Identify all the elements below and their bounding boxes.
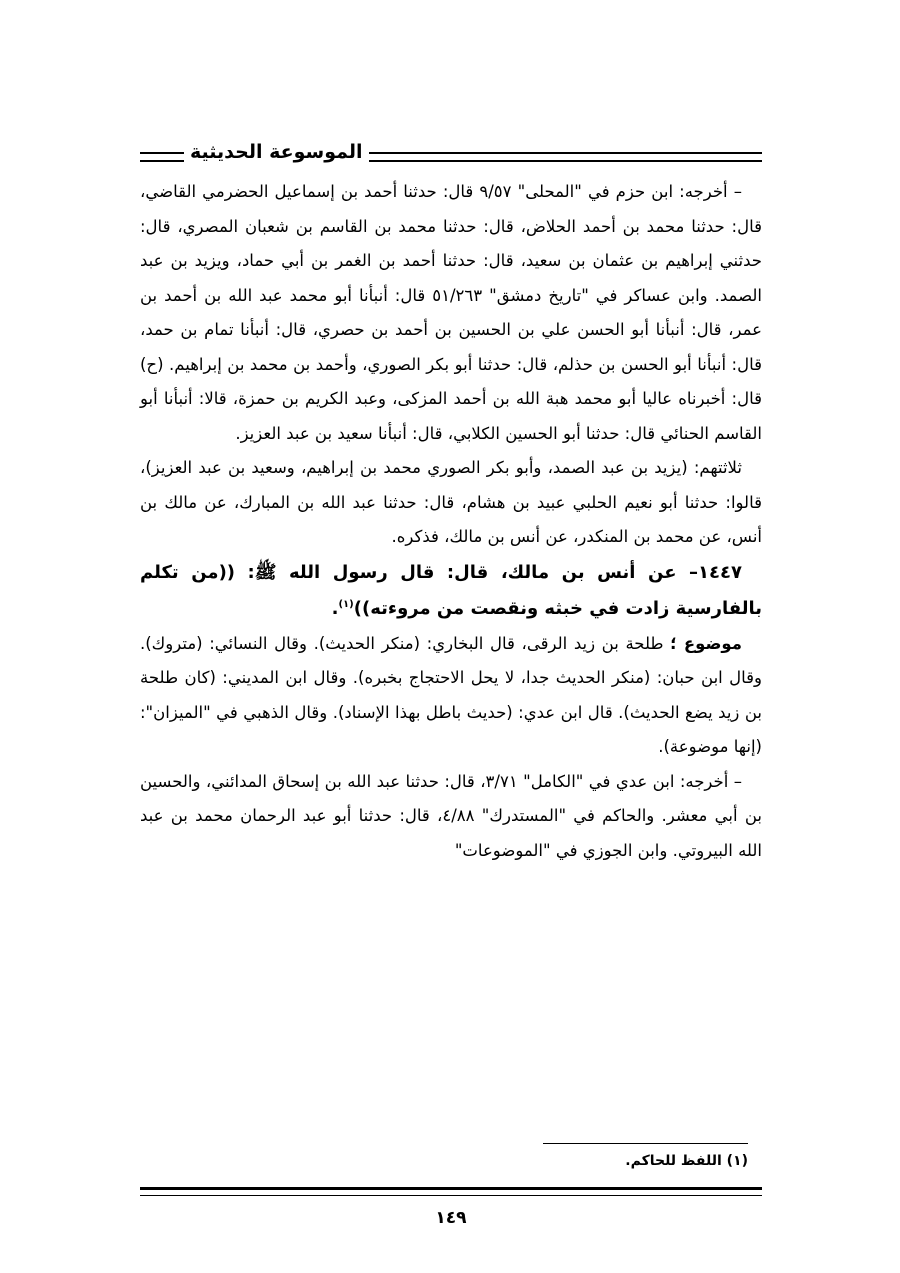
header-rule-left: [140, 152, 184, 162]
hukm-text: طلحة بن زيد الرقى، قال البخاري: (منكر الحديث). وقال النسائي: (متروك). وقال ابن حبان: (منكر الحديث جدا، لا يحل الاحتجاج بخبره). وقال ابن المديني: (كان طلحة بن زيد يضع الحديث). قال ابن عدي: (حديث باطل بهذا الإسناد). وقال الذهبي في "الميزان": (إنها موضوعة).: [140, 633, 762, 756]
hadith-text: [140, 555, 762, 627]
paragraph-takhrij-1: – أخرجه: ابن حزم في "المحلى" ٩/٥٧ قال: حدثنا أحمد بن إسماعيل الحضرمي القاضي، قال: حدثنا محمد بن أحمد الحلاض، قال: حدثنا محمد بن القاسم بن شعبان المصري، قال: حدثني إبراهيم بن عثمان بن سعيد، قال: حدثنا أحمد بن الغمر بن أبي حماد، ويزيد بن عبد الصمد. وابن عساكر في "تاريخ دمشق" ٥١/٢٦٣ قال: أنبأنا أبو محمد عبد الله بن أحمد بن عمر، قال: أنبأنا أبو الحسن علي بن الحسين بن أحمد بن حصري، قال: أنبأنا تمام بن حمد، قال: أنبأنا أبو الحسن بن حذلم، قال: حدثنا أبو بكر الصوري، وأحمد بن محمد بن إبراهيم. (ح) قال: أخبرناه عاليا أبو محمد هبة الله بن أحمد المزكى، وعبد الكريم بن حمزة، قالا: أنبأنا أبو القاسم الحنائي قال: حدثنا أبو الحسين الكلابي، قال: أنبأنا سعيد بن عبد العزيز.: [140, 182, 762, 443]
header-rule-right: [369, 152, 763, 162]
footnote-separator: [543, 1143, 748, 1144]
footer-rule: [140, 1187, 762, 1196]
running-header: [140, 135, 762, 169]
footnote: (١) اللفظ للحاكم.: [625, 1153, 748, 1169]
main-text: [140, 175, 762, 868]
document-page: [140, 135, 762, 1245]
hadith-end: .: [331, 597, 339, 619]
paragraph-thalathatuhum: ثلاثتهم: (يزيد بن عبد الصمد، وأبو بكر الصوري محمد بن إبراهيم، وسعيد بن عبد العزيز)، قالوا: حدثنا أبو نعيم الحلبي عبيد بن هشام، قال: حدثنا عبد الله بن المبارك، عن مالك بن أنس، عن محمد بن المنكدر، عن أنس بن مالك، فذكره.: [140, 458, 762, 546]
hadith-body: ١٤٤٧– عن أنس بن مالك، قال: قال رسول الله ﷺ: ((من تكلم بالفارسية زادت في خبثه ونقصت من مروءته)): [140, 561, 762, 619]
paragraph-takhrij-2: – أخرجه: ابن عدي في "الكامل" ٣/٧١، قال: حدثنا عبد الله بن إسحاق المدائني، والحسين بن أبي معشر. والحاكم في "المستدرك" ٤/٨٨، قال: حدثنا أبو عبد الرحمان محمد بن عبد الله البيروتي. وابن الجوزي في "الموضوعات": [140, 771, 762, 860]
page-number: ١٤٩: [435, 1208, 467, 1228]
hukm-label: موضوع ؛: [670, 633, 742, 653]
header-title: الموسوعة الحديثية: [190, 141, 363, 163]
footnote-marker: (١): [338, 598, 354, 610]
paragraph-hukm: [140, 627, 762, 765]
